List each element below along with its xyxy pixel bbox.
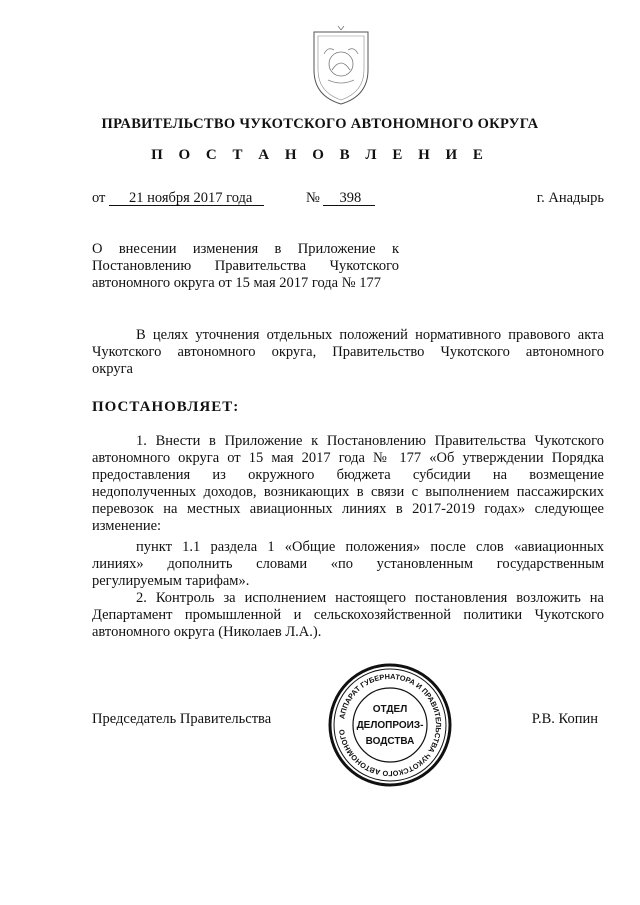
stamp-center-line: ДЕЛОПРОИЗ- <box>356 720 424 731</box>
signatory-position: Председатель Правительства <box>92 711 272 727</box>
subject-line: автономного округа от 15 мая 2017 года № 177 <box>92 275 381 291</box>
text-line: Департамент промышленной и сельскохозяйственной политики Чукотского <box>92 607 604 623</box>
date-line <box>92 190 264 207</box>
text-line: В целях уточнения отдельных положений нормативного правового акта <box>136 327 604 343</box>
text-line: округа <box>92 361 133 377</box>
subject-line: О внесении изменения в Приложение к <box>92 241 399 257</box>
text-line: 1. Внести в Приложение к Постановлению Правительства Чукотского <box>136 433 604 449</box>
item-1-subparagraph <box>92 539 604 590</box>
number-line <box>306 190 375 207</box>
preamble-paragraph <box>92 327 604 378</box>
text-line: недополученных доходов, возникающих в связи с выполнением пассажирских <box>92 484 604 500</box>
number-prefix: № <box>306 190 320 206</box>
text-line: предоставления из окружного бюджета субсидии на возмещение <box>92 467 604 483</box>
item-1-paragraph <box>92 433 604 535</box>
text-line: автономного округа (Николаев Л.А.). <box>92 624 322 640</box>
stamp-center-line: ОТДЕЛ <box>372 704 408 715</box>
office-stamp <box>327 662 453 788</box>
signatory-name: Р.В. Копин <box>531 711 598 727</box>
document-type-title: П О С Т А Н О В Л Е Н И Е <box>151 147 489 163</box>
document-date: 21 ноября 2017 года <box>109 191 264 206</box>
item-2-paragraph <box>92 590 604 641</box>
text-line: линиях» дополнить словами «по установленным государственным <box>92 556 604 572</box>
text-line: пункт 1.1 раздела 1 «Общие положения» после слов «авиационных <box>136 539 604 555</box>
text-line: Чукотского автономного округа, Правительство Чукотского автономного <box>92 344 604 360</box>
document-subject <box>92 241 399 292</box>
city: г. Анадырь <box>536 190 604 206</box>
text-line: изменение: <box>92 518 162 534</box>
text-line: 2. Контроль за исполнением настоящего постановления возложить на <box>136 590 604 606</box>
coat-of-arms-emblem <box>308 26 374 108</box>
subject-line: Постановлению Правительства Чукотского <box>92 258 399 274</box>
text-line: регулируемым тарифам». <box>92 573 250 589</box>
government-title: ПРАВИТЕЛЬСТВО ЧУКОТСКОГО АВТОНОМНОГО ОКРУГА <box>101 116 539 132</box>
date-prefix: от <box>92 190 106 206</box>
stamp-ring-text: АППАРАТ ГУБЕРНАТОРА И ПРАВИТЕЛЬСТВА ЧУКОТСКОГО АВТОНОМНОГО <box>337 671 444 779</box>
text-line: перевозок на местных авиационных линиях в 2017-2019 годах» следующее <box>92 501 604 517</box>
document-number: 398 <box>323 191 375 206</box>
stamp-center-line: ВОДСТВА <box>365 736 415 747</box>
text-line: автономного округа от 15 мая 2017 года № 177 «Об утверждении Порядка <box>92 450 604 466</box>
resolves-heading: ПОСТАНОВЛЯЕТ: <box>92 399 240 415</box>
